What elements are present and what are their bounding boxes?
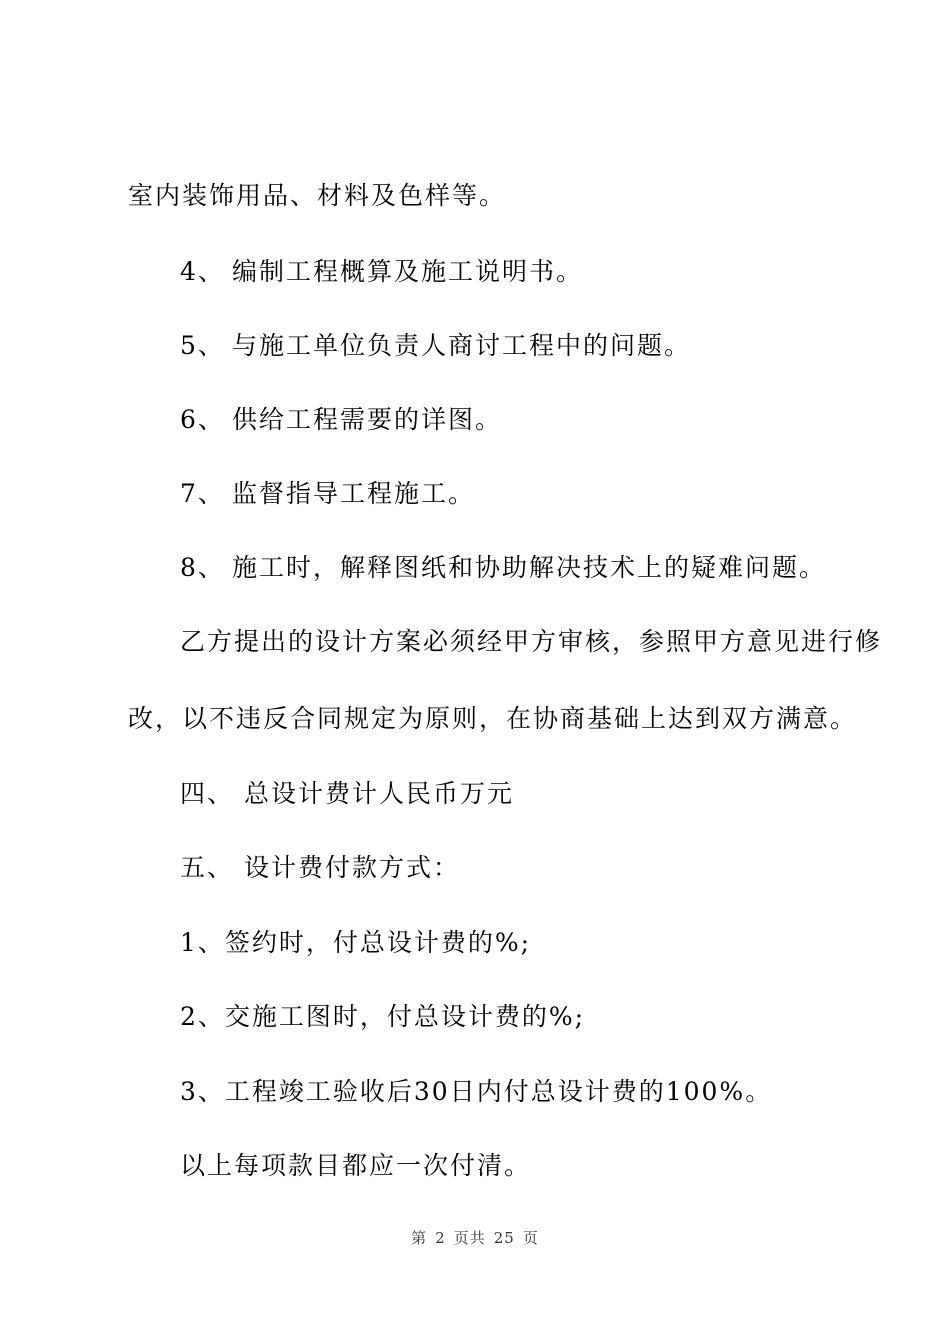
- list-item-text: 供给工程需要的详图。: [232, 405, 503, 434]
- payment-item-1: 1、签约时，付总设计费的%;: [180, 928, 532, 957]
- section-five: [180, 852, 460, 884]
- paragraph-line-1: 乙方提出的设计方案必须经甲方审核，参照甲方意见进行修: [180, 627, 883, 656]
- section-text: 设计费付款方式：: [244, 853, 461, 882]
- list-item-number: 4、: [180, 257, 225, 286]
- total-pages: 25: [493, 1229, 515, 1247]
- list-item-number: 5、: [180, 331, 225, 360]
- section-four: [180, 778, 514, 810]
- footer-word: 第: [411, 1229, 428, 1247]
- continued-line: 室内装饰用品、材料及色样等。: [128, 181, 507, 210]
- section-number: 五、: [180, 853, 235, 882]
- list-item-number: 8、: [180, 553, 225, 582]
- list-item-text: 施工时，解释图纸和协助解决技术上的疑难问题。: [232, 553, 827, 582]
- list-item-text: 与施工单位负责人商讨工程中的问题。: [232, 331, 692, 360]
- list-item-7: [180, 478, 475, 510]
- list-item-5: [180, 330, 691, 362]
- paragraph-line-2: 改，以不违反合同规定为原则，在协商基础上达到双方满意。: [128, 704, 858, 733]
- list-item-6: [180, 404, 502, 436]
- footer-word: 页共: [453, 1229, 486, 1247]
- list-item-text: 编制工程概算及施工说明书。: [232, 257, 584, 286]
- section-text: 总设计费计人民币万元: [244, 779, 515, 808]
- footer-word: 页: [522, 1229, 539, 1247]
- list-item-text: 监督指导工程施工。: [232, 479, 476, 508]
- list-item-number: 6、: [180, 405, 225, 434]
- page-footer: [0, 1228, 950, 1248]
- section-number: 四、: [180, 779, 235, 808]
- payment-item-3: 3、工程竣工验收后30日内付总设计费的100%。: [180, 1077, 773, 1106]
- list-item-8: [180, 552, 826, 584]
- list-item-4: [180, 256, 583, 288]
- page-number: 2: [435, 1229, 446, 1247]
- list-item-number: 7、: [180, 479, 225, 508]
- closing-line: 以上每项款目都应一次付清。: [180, 1151, 532, 1180]
- payment-item-2: 2、交施工图时，付总设计费的%;: [180, 1002, 586, 1031]
